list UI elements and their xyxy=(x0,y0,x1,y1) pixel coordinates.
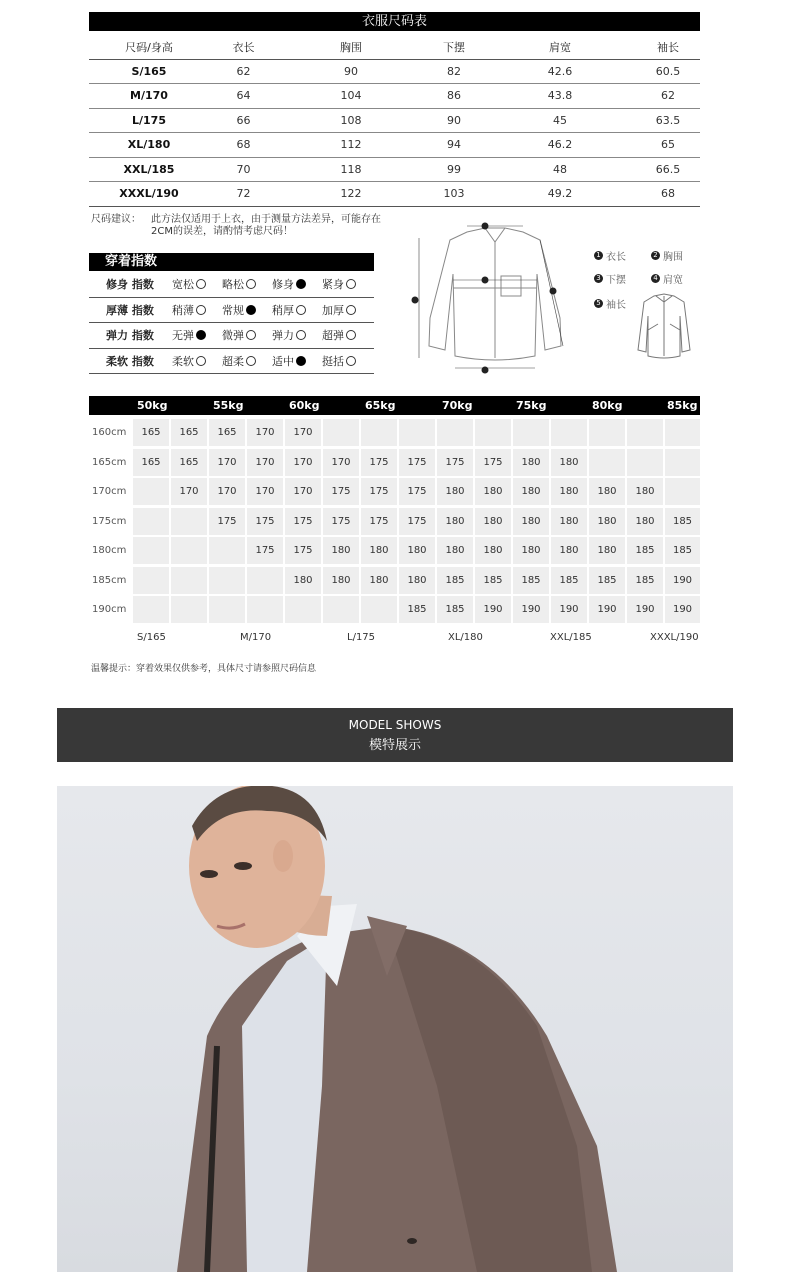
size-chart-size-cell: XL/180 xyxy=(89,133,209,158)
empty-dot-icon xyxy=(296,330,306,340)
recommendation-cell xyxy=(171,596,207,623)
size-chart-value-cell: 108 xyxy=(278,108,424,133)
recommendation-cell xyxy=(665,449,700,476)
recommendation-cell: 180 xyxy=(551,537,587,564)
recommendation-cell: 180 xyxy=(285,567,321,594)
recommendation-cell: 190 xyxy=(627,596,663,623)
empty-dot-icon xyxy=(196,305,206,315)
model-shows-title-en: MODEL SHOWS xyxy=(348,718,442,732)
recommendation-cell: 180 xyxy=(475,508,511,535)
wear-index-option: 略松 xyxy=(222,276,272,292)
recommendation-cell: 170 xyxy=(285,478,321,505)
wear-index-title: 穿着指数 xyxy=(89,253,374,271)
recommendation-cell: 180 xyxy=(513,449,549,476)
recommendation-cell: 190 xyxy=(589,596,625,623)
recommendation-cell: 175 xyxy=(247,537,283,564)
recommendation-cell: 185 xyxy=(665,508,700,535)
recommendation-cell: 185 xyxy=(627,537,663,564)
recommendation-cell: 175 xyxy=(323,508,359,535)
wear-index-row xyxy=(89,298,374,324)
recommendation-cell: 175 xyxy=(361,508,397,535)
recommendation-cell: 190 xyxy=(665,567,700,594)
col-header: 下摆 xyxy=(424,35,484,59)
height-label: 185cm xyxy=(92,574,127,586)
recommendation-cell: 180 xyxy=(437,537,473,564)
recommendation-cell: 180 xyxy=(589,508,625,535)
wear-index-option: 加厚 xyxy=(322,302,372,318)
size-chart-value-cell: 72 xyxy=(209,182,278,207)
size-chart-value-cell: 68 xyxy=(209,133,278,158)
recommendation-cell xyxy=(399,419,435,446)
wear-index-label: 柔软 指数 xyxy=(106,354,154,368)
wear-index-option: 挺括 xyxy=(322,353,372,369)
recommendation-cell xyxy=(437,419,473,446)
recommendation-cell: 175 xyxy=(247,508,283,535)
size-chart-value-cell: 66 xyxy=(209,108,278,133)
recommendation-cell xyxy=(665,478,700,505)
recommendation-cell: 180 xyxy=(589,537,625,564)
jacket-thumbnail xyxy=(636,290,692,362)
recommendation-cell: 190 xyxy=(513,596,549,623)
size-chart-value-cell: 60.5 xyxy=(636,59,700,84)
size-label: XXL/185 xyxy=(550,632,592,643)
recommendation-cell: 165 xyxy=(133,449,169,476)
size-chart-value-cell: 70 xyxy=(209,157,278,182)
recommendation-cell: 170 xyxy=(209,478,245,505)
recommendation-cell: 175 xyxy=(475,449,511,476)
weight-label: 60kg xyxy=(289,399,320,412)
recommendation-cell: 185 xyxy=(627,567,663,594)
recommendation-cell xyxy=(133,596,169,623)
weight-label: 55kg xyxy=(213,399,244,412)
size-chart-row xyxy=(89,108,700,133)
recommendation-cell: 175 xyxy=(437,449,473,476)
recommendation-cell: 170 xyxy=(247,449,283,476)
col-header: 尺码/身高 xyxy=(89,35,209,59)
weight-label: 70kg xyxy=(442,399,473,412)
recommendation-cell: 185 xyxy=(589,567,625,594)
wear-index-label: 厚薄 指数 xyxy=(106,303,154,317)
wear-index-option: 超柔 xyxy=(222,353,272,369)
recommendation-cell: 185 xyxy=(475,567,511,594)
height-label: 170cm xyxy=(92,486,127,497)
empty-dot-icon xyxy=(346,330,356,340)
recommendation-cell: 180 xyxy=(513,508,549,535)
recommendation-cell xyxy=(627,419,663,446)
size-chart-value-cell: 42.6 xyxy=(484,59,636,84)
size-chart-value-cell: 45 xyxy=(484,108,636,133)
wear-index-option: 适中 xyxy=(272,353,322,369)
size-chart-size-cell: L/175 xyxy=(89,108,209,133)
recommendation-row xyxy=(89,419,700,447)
recommendation-cell: 170 xyxy=(247,419,283,446)
recommendation-cell: 180 xyxy=(437,478,473,505)
recommendation-cell xyxy=(247,567,283,594)
recommendation-cell xyxy=(589,419,625,446)
size-chart-value-cell: 112 xyxy=(278,133,424,158)
recommendation-cell: 185 xyxy=(665,537,700,564)
size-chart-row xyxy=(89,157,700,182)
size-chart-size-cell: XXXL/190 xyxy=(89,182,209,207)
size-chart-value-cell: 90 xyxy=(278,59,424,84)
wear-index-option: 紧身 xyxy=(322,276,372,292)
recommendation-cell xyxy=(247,596,283,623)
size-chart-value-cell: 118 xyxy=(278,157,424,182)
size-label: XL/180 xyxy=(448,632,483,643)
recommendation-row xyxy=(89,567,700,595)
size-chart-value-cell: 99 xyxy=(424,157,484,182)
fit-note: 温馨提示：穿着效果仅供参考，具体尺寸请参照尺码信息 xyxy=(91,664,317,674)
height-label: 180cm xyxy=(92,545,127,556)
recommendation-cell: 185 xyxy=(437,596,473,623)
recommendation-cell xyxy=(285,596,321,623)
model-illustration xyxy=(57,786,733,1272)
recommendation-cell xyxy=(665,419,700,446)
recommendation-cell xyxy=(209,596,245,623)
recommendation-cell: 185 xyxy=(437,567,473,594)
recommendation-cell: 190 xyxy=(475,596,511,623)
wear-index-option: 无弹 xyxy=(172,327,222,343)
wear-index-option: 超弹 xyxy=(322,327,372,343)
size-chart-row xyxy=(89,133,700,158)
recommendation-cell: 175 xyxy=(361,449,397,476)
size-chart-value-cell: 122 xyxy=(278,182,424,207)
recommendation-cell: 185 xyxy=(513,567,549,594)
recommendation-cell: 180 xyxy=(361,567,397,594)
recommendation-cell: 180 xyxy=(513,537,549,564)
legend-item: 4 肩宽 xyxy=(651,271,683,286)
recommendation-cell: 175 xyxy=(399,449,435,476)
recommendation-cell: 170 xyxy=(285,449,321,476)
empty-dot-icon xyxy=(346,279,356,289)
weight-label: 65kg xyxy=(365,399,396,412)
empty-dot-icon xyxy=(246,279,256,289)
recommendation-cell: 175 xyxy=(285,537,321,564)
empty-dot-icon xyxy=(196,279,206,289)
recommendation-cell: 170 xyxy=(171,478,207,505)
selected-dot-icon xyxy=(296,279,306,289)
size-chart-value-cell: 63.5 xyxy=(636,108,700,133)
legend-item: 2 胸围 xyxy=(651,248,683,263)
size-chart-value-cell: 46.2 xyxy=(484,133,636,158)
recommendation-cell xyxy=(133,478,169,505)
wear-index-option: 修身 xyxy=(272,276,322,292)
wear-index-row xyxy=(89,272,374,298)
selected-dot-icon xyxy=(196,330,206,340)
recommendation-cell xyxy=(589,449,625,476)
size-chart-value-cell: 64 xyxy=(209,84,278,109)
recommendation-cell: 185 xyxy=(399,596,435,623)
size-chart-size-cell: XXL/185 xyxy=(89,157,209,182)
empty-dot-icon xyxy=(196,356,206,366)
model-photo xyxy=(57,786,733,1272)
col-header: 胸围 xyxy=(278,35,424,59)
size-chart-value-cell: 48 xyxy=(484,157,636,182)
wear-index-option: 宽松 xyxy=(172,276,222,292)
size-chart-value-cell: 62 xyxy=(209,59,278,84)
recommendation-cell: 175 xyxy=(285,508,321,535)
model-shows-banner xyxy=(57,708,733,762)
selected-dot-icon xyxy=(246,305,256,315)
recommendation-cell: 190 xyxy=(551,596,587,623)
weight-header-bar xyxy=(89,396,700,415)
recommendation-cell xyxy=(323,596,359,623)
recommendation-cell: 180 xyxy=(437,508,473,535)
weight-label: 50kg xyxy=(137,399,168,412)
col-header: 肩宽 xyxy=(484,35,636,59)
height-label: 175cm xyxy=(92,515,127,527)
col-header: 衣长 xyxy=(209,35,278,59)
recommendation-cell: 180 xyxy=(475,537,511,564)
size-chart-header-row xyxy=(89,35,700,59)
size-chart-value-cell: 62 xyxy=(636,84,700,109)
recommendation-cell: 180 xyxy=(513,478,549,505)
size-chart-size-cell: S/165 xyxy=(89,59,209,84)
size-chart-value-cell: 43.8 xyxy=(484,84,636,109)
recommendation-cell: 170 xyxy=(323,449,359,476)
recommendation-cell: 180 xyxy=(475,478,511,505)
recommendation-row xyxy=(89,449,700,477)
recommendation-cell xyxy=(209,537,245,564)
size-chart-value-cell: 65 xyxy=(636,133,700,158)
recommendation-cell xyxy=(209,567,245,594)
size-chart-table xyxy=(89,35,700,207)
recommendation-cell: 175 xyxy=(361,478,397,505)
recommendation-cell: 175 xyxy=(399,478,435,505)
recommendation-cell: 180 xyxy=(627,478,663,505)
wear-index-label: 修身 指数 xyxy=(106,278,154,292)
size-chart-size-cell: M/170 xyxy=(89,84,209,109)
legend-item: 3 下摆 xyxy=(594,271,626,286)
recommendation-cell: 175 xyxy=(209,508,245,535)
recommendation-cell xyxy=(513,419,549,446)
size-chart-value-cell: 94 xyxy=(424,133,484,158)
recommendation-cell: 180 xyxy=(551,449,587,476)
legend-item: 5 袖长 xyxy=(594,296,626,311)
recommendation-cell: 165 xyxy=(209,419,245,446)
recommendation-cell: 180 xyxy=(323,567,359,594)
recommendation-cell: 180 xyxy=(551,478,587,505)
size-chart-row xyxy=(89,84,700,109)
col-header: 袖长 xyxy=(636,35,700,59)
recommendation-cell xyxy=(361,419,397,446)
recommendation-cell xyxy=(133,537,169,564)
recommendation-cell: 170 xyxy=(247,478,283,505)
recommendation-row xyxy=(89,596,700,624)
empty-dot-icon xyxy=(296,305,306,315)
recommendation-cell: 165 xyxy=(133,419,169,446)
recommendation-cell xyxy=(475,419,511,446)
height-label: 165cm xyxy=(92,456,127,468)
size-label: S/165 xyxy=(137,632,166,643)
recommendation-cell: 180 xyxy=(627,508,663,535)
recommendation-cell xyxy=(133,567,169,594)
weight-label: 80kg xyxy=(592,399,623,412)
size-label: M/170 xyxy=(240,632,272,643)
wear-index-option: 稍薄 xyxy=(172,302,222,318)
recommendation-cell: 170 xyxy=(209,449,245,476)
weight-label: 75kg xyxy=(516,399,547,412)
recommendation-cell xyxy=(627,449,663,476)
wear-index-label: 弹力 指数 xyxy=(106,329,154,343)
size-advice-label: 尺码建议： xyxy=(91,214,141,225)
empty-dot-icon xyxy=(346,356,356,366)
legend-item: 1 衣长 xyxy=(594,248,626,263)
size-label: XXXL/190 xyxy=(650,632,699,643)
wear-index-option: 稍厚 xyxy=(272,302,322,318)
recommendation-cell xyxy=(133,508,169,535)
recommendation-row xyxy=(89,478,700,506)
recommendation-cell: 185 xyxy=(551,567,587,594)
recommendation-cell: 190 xyxy=(665,596,700,623)
size-chart-value-cell: 90 xyxy=(424,108,484,133)
empty-dot-icon xyxy=(246,330,256,340)
size-chart-row xyxy=(89,182,700,207)
recommendation-row xyxy=(89,537,700,565)
wear-index-option: 柔软 xyxy=(172,353,222,369)
size-chart-value-cell: 82 xyxy=(424,59,484,84)
recommendation-cell: 175 xyxy=(399,508,435,535)
recommendation-cell xyxy=(551,419,587,446)
size-label: L/175 xyxy=(347,632,376,643)
wear-index-row xyxy=(89,349,374,375)
weight-label: 85kg xyxy=(667,399,698,412)
recommendation-cell xyxy=(171,567,207,594)
size-chart-title: 衣服尺码表 xyxy=(89,12,700,31)
recommendation-cell: 180 xyxy=(361,537,397,564)
recommendation-cell: 165 xyxy=(171,419,207,446)
size-chart-value-cell: 68 xyxy=(636,182,700,207)
size-chart-value-cell: 104 xyxy=(278,84,424,109)
recommendation-row xyxy=(89,508,700,536)
recommendation-cell xyxy=(361,596,397,623)
recommendation-cell xyxy=(171,508,207,535)
size-chart-row xyxy=(89,59,700,84)
selected-dot-icon xyxy=(296,356,306,366)
wear-index-option: 微弹 xyxy=(222,327,272,343)
model-shows-title-zh: 模特展示 xyxy=(368,738,421,753)
size-chart-value-cell: 66.5 xyxy=(636,157,700,182)
wear-index-option: 常规 xyxy=(222,302,272,318)
recommendation-cell: 180 xyxy=(399,537,435,564)
recommendation-cell xyxy=(171,537,207,564)
recommendation-cell: 175 xyxy=(323,478,359,505)
wear-index-option: 弹力 xyxy=(272,327,322,343)
recommendation-cell: 180 xyxy=(323,537,359,564)
wear-index-row xyxy=(89,323,374,349)
empty-dot-icon xyxy=(246,356,256,366)
recommendation-cell: 180 xyxy=(551,508,587,535)
empty-dot-icon xyxy=(346,305,356,315)
size-chart-value-cell: 49.2 xyxy=(484,182,636,207)
wear-index-list xyxy=(89,272,374,374)
recommendation-cell: 180 xyxy=(399,567,435,594)
recommendation-cell: 180 xyxy=(589,478,625,505)
recommendation-cell: 170 xyxy=(285,419,321,446)
recommendation-cell: 165 xyxy=(171,449,207,476)
recommendation-cell xyxy=(323,419,359,446)
shirt-measurement-diagram xyxy=(405,218,585,378)
size-advice-text: 此方法仅适用于上衣，由于测量方法差异，可能存在2CM的误差，请酌情考虑尺码！ xyxy=(151,214,381,237)
height-label: 190cm xyxy=(92,604,127,615)
size-chart-value-cell: 103 xyxy=(424,182,484,207)
height-label: 160cm xyxy=(92,427,127,438)
size-chart-value-cell: 86 xyxy=(424,84,484,109)
